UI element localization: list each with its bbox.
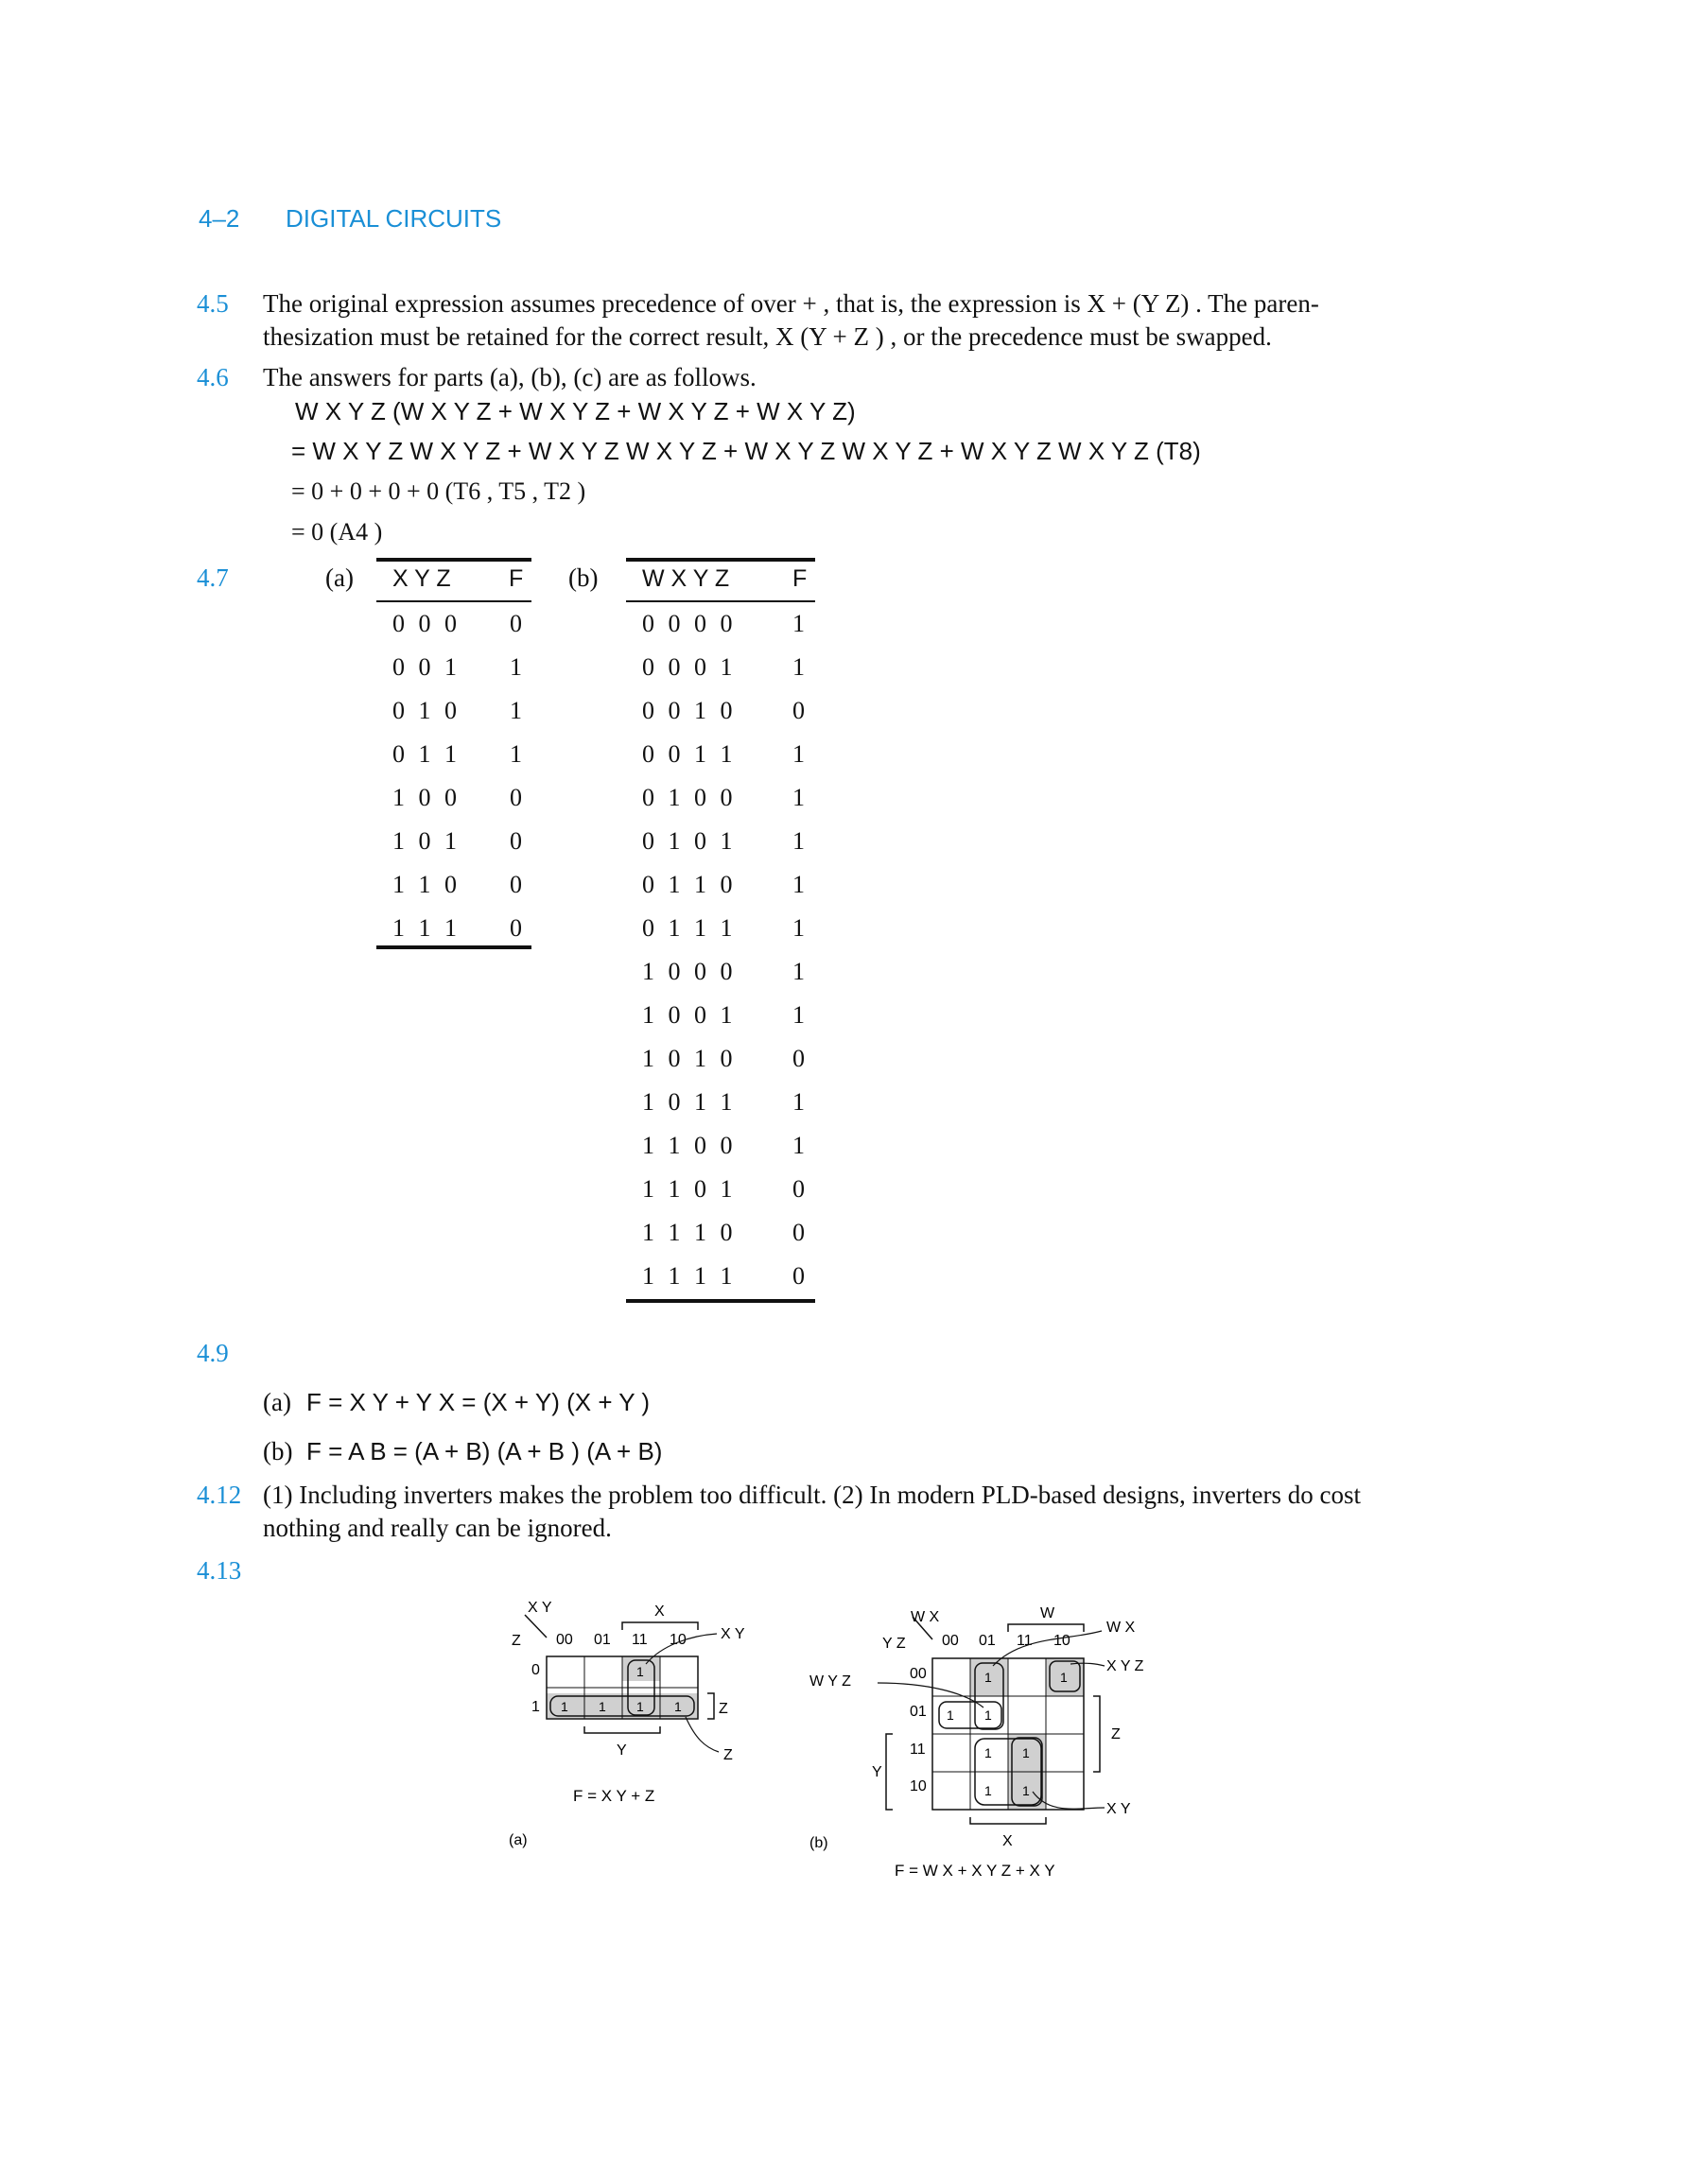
table_b-row-14-inputs: 1 1 1 0 (642, 1219, 733, 1246)
part-a-label: (a) (325, 563, 354, 592)
kmap-b-row-11: 11 (910, 1742, 926, 1758)
problem-4-9-b-expr: F = A B = (A + B) (A + B ) (A + B) (306, 1437, 663, 1465)
problem-4-6-eq1: W X Y Z (W X Y Z + W X Y Z + W X Y Z + W X Y Z) (295, 397, 856, 425)
kmap-b-bracket-x (970, 1817, 1046, 1824)
table_b-row-15-f: 0 (792, 1262, 805, 1290)
table_b-row-10-f: 0 (792, 1045, 805, 1072)
kmap-b-one-00-01: 1 (947, 1707, 954, 1723)
kmap-a-label-x: X (654, 1603, 665, 1620)
table_a-row-2-f: 1 (510, 697, 522, 724)
kmap-b-caption: (b) (809, 1835, 828, 1851)
table-b-header-f: F (792, 565, 808, 592)
kmap-b-one-11-11: 1 (1022, 1745, 1030, 1760)
kmap-a (509, 1600, 745, 1848)
table_b-row-1-f: 1 (792, 653, 805, 681)
problem-number-4-9: 4.9 (197, 1339, 229, 1367)
table_b-row-5-inputs: 0 1 0 1 (642, 827, 733, 855)
page-number: 4–2 (199, 204, 240, 233)
table_b-row-8-inputs: 1 0 0 0 (642, 958, 733, 985)
table_b-row-2-inputs: 0 0 1 0 (642, 697, 733, 724)
kmap-b-one-10-00: 1 (1060, 1670, 1068, 1685)
kmap-b-callout-line-wyz (878, 1683, 983, 1707)
table_b-row-14-f: 0 (792, 1219, 805, 1246)
table_a-row-5-inputs: 1 0 1 (392, 827, 457, 855)
table_a-row-1-f: 1 (510, 653, 522, 681)
kmap-b-label-z: Z (1111, 1726, 1121, 1742)
kmap-b-label-y: Y (872, 1764, 882, 1780)
table_a-row-0-inputs: 0 0 0 (392, 610, 457, 637)
kmap-b-callout-xyz: X Y Z (1106, 1658, 1144, 1674)
problem-4-5-line1: The original expression assumes precedence of over + , that is, the expression is X + (Y Z) . The paren- (263, 289, 1319, 318)
kmap-a-row-0: 0 (531, 1662, 540, 1678)
table_b-row-4-inputs: 0 1 0 0 (642, 784, 733, 811)
kmap-a-caption: (a) (509, 1832, 528, 1848)
kmap-b-one-11-10: 1 (1022, 1783, 1030, 1798)
problem-number-4-12: 4.12 (197, 1481, 242, 1509)
kmap-a-one-10-1: 1 (674, 1699, 682, 1714)
kmap-a-bracket-x (622, 1622, 698, 1630)
kmap-a-equation: F = X Y + Z (573, 1787, 655, 1805)
part-b-label: (b) (568, 563, 599, 592)
kmap-a-label-z: Z (719, 1701, 728, 1717)
kmap-b-equation: F = W X + X Y Z + X Y (895, 1862, 1055, 1880)
kmap-b (809, 1605, 1144, 1880)
table_b-row-0-f: 1 (792, 610, 805, 637)
table_b-row-3-inputs: 0 0 1 1 (642, 740, 733, 768)
problem-4-6-eq2: = W X Y Z W X Y Z + W X Y Z W X Y Z + W X Y Z W X Y Z + W X Y Z W X Y Z (T8) (291, 437, 1201, 465)
problem-4-6-eq3: = 0 + 0 + 0 + 0 (T6 , T5 , T2 ) (291, 477, 586, 505)
kmap-a-callout-z: Z (723, 1747, 733, 1763)
table_b-row-7-inputs: 0 1 1 1 (642, 914, 733, 942)
table_b-row-15-inputs: 1 1 1 1 (642, 1262, 733, 1290)
kmap-b-bracket-y (886, 1734, 893, 1810)
kmap-a-col-00: 00 (556, 1632, 573, 1648)
kmap-b-one-01-00: 1 (984, 1670, 992, 1685)
table_a-row-3-f: 1 (510, 740, 522, 768)
problem-4-9-b-label: (b) (263, 1437, 293, 1465)
kmap-a-callout-line-z (686, 1717, 719, 1752)
kmap-b-callout-wx: W X (1106, 1620, 1136, 1636)
problem-4-12-line2: nothing and really can be ignored. (263, 1514, 612, 1542)
kmap-b-col-var: W X (911, 1609, 940, 1625)
problem-number-4-7: 4.7 (197, 563, 229, 592)
table_b-row-13-f: 0 (792, 1175, 805, 1203)
table_a-row-6-f: 0 (510, 871, 522, 898)
kmap-b-row-10: 10 (910, 1778, 927, 1794)
kmap-a-bracket-z (707, 1693, 714, 1719)
table_b-row-6-f: 1 (792, 871, 805, 898)
problem-4-5-line2: thesization must be retained for the correct result, X (Y + Z ) , or the precedence must be swapped. (263, 322, 1272, 351)
kmap-b-callout-xy: X Y (1106, 1801, 1131, 1817)
table_b-row-6-inputs: 0 1 1 0 (642, 871, 733, 898)
kmap-b-col-01: 01 (979, 1633, 996, 1649)
problem-4-6-eq4: = 0 (A4 ) (291, 518, 383, 546)
kmap-a-corner-diagonal (525, 1615, 547, 1638)
table_a-row-7-f: 0 (510, 914, 522, 942)
kmap-a-one-00-1: 1 (561, 1699, 568, 1714)
kmap-a-bracket-y (584, 1726, 660, 1733)
kmap-a-row-var: Z (512, 1633, 521, 1649)
kmap-a-one-11-1: 1 (636, 1699, 644, 1714)
kmap-a-label-y: Y (617, 1742, 627, 1759)
table_b-row-11-inputs: 1 0 1 1 (642, 1088, 733, 1116)
kmap-a-col-var: X Y (528, 1600, 552, 1616)
kmap-a-row-1: 1 (531, 1699, 540, 1715)
kmap-b-one-01-10: 1 (984, 1783, 992, 1798)
problem-4-9-a-expr: F = X Y + Y X = (X + Y) (X + Y ) (306, 1388, 651, 1416)
kmap-a-one-11-0: 1 (636, 1664, 644, 1679)
kmap-b-bracket-z (1093, 1696, 1100, 1772)
kmap-b-one-01-11: 1 (984, 1745, 992, 1760)
table_a-row-5-f: 0 (510, 827, 522, 855)
table_b-row-1-inputs: 0 0 0 1 (642, 653, 733, 681)
table_a-row-4-inputs: 1 0 0 (392, 784, 457, 811)
table_a-row-4-f: 0 (510, 784, 522, 811)
table_a-row-2-inputs: 0 1 0 (392, 697, 457, 724)
problem-number-4-6: 4.6 (197, 363, 229, 391)
kmap-b-row-00: 00 (910, 1666, 927, 1682)
kmap-b-label-x: X (1002, 1833, 1013, 1849)
table-a-header-f: F (509, 565, 524, 592)
kmap-b-callout-wyz: W Y Z (809, 1673, 851, 1690)
kmap-b-col-00: 00 (942, 1633, 959, 1649)
table_b-row-2-f: 0 (792, 697, 805, 724)
kmap-b-bracket-w (1008, 1624, 1084, 1632)
table_b-row-4-f: 1 (792, 784, 805, 811)
problem-number-4-5: 4.5 (197, 289, 229, 318)
table_a-row-6-inputs: 1 1 0 (392, 871, 457, 898)
table_a-row-0-f: 0 (510, 610, 522, 637)
kmap-b-row-var: Y Z (882, 1636, 906, 1652)
chapter-title: DIGITAL CIRCUITS (286, 204, 502, 233)
kmap-a-col-01: 01 (594, 1632, 611, 1648)
problem-4-12-line1: (1) Including inverters makes the problem too difficult. (2) In modern PLD-based designs, inverters do cost (263, 1481, 1361, 1509)
table_b-row-7-f: 1 (792, 914, 805, 942)
kmap-b-col-10: 10 (1053, 1633, 1070, 1649)
table_a-row-1-inputs: 0 0 1 (392, 653, 457, 681)
kmap-b-label-w: W (1040, 1605, 1055, 1621)
table_b-row-0-inputs: 0 0 0 0 (642, 610, 733, 637)
table_b-row-9-f: 1 (792, 1001, 805, 1029)
kmap-a-col-10: 10 (670, 1632, 687, 1648)
kmap-b-row-01: 01 (910, 1704, 927, 1720)
table_a-row-3-inputs: 0 1 1 (392, 740, 457, 768)
table-a-header-xyz: X Y Z (392, 565, 451, 592)
table_b-row-5-f: 1 (792, 827, 805, 855)
table_b-row-9-inputs: 1 0 0 1 (642, 1001, 733, 1029)
kmap-a-col-11: 11 (632, 1632, 648, 1648)
table_a-row-7-inputs: 1 1 1 (392, 914, 457, 942)
table_b-row-3-f: 1 (792, 740, 805, 768)
problem-number-4-13: 4.13 (197, 1556, 242, 1585)
kmap-b-col-11: 11 (1017, 1633, 1033, 1649)
table-b-header-wxyz: W X Y Z (642, 565, 730, 592)
kmap-b-one-01-01: 1 (984, 1707, 992, 1723)
table_b-row-13-inputs: 1 1 0 1 (642, 1175, 733, 1203)
kmap-a-one-01-1: 1 (599, 1699, 606, 1714)
table_b-row-8-f: 1 (792, 958, 805, 985)
kmap-a-callout-xy: X Y (721, 1626, 745, 1642)
table_b-row-12-f: 1 (792, 1132, 805, 1159)
problem-4-6-intro: The answers for parts (a), (b), (c) are as follows. (263, 363, 757, 391)
table_b-row-11-f: 1 (792, 1088, 805, 1116)
table_b-row-12-inputs: 1 1 0 0 (642, 1132, 733, 1159)
table_b-row-10-inputs: 1 0 1 0 (642, 1045, 733, 1072)
problem-4-9-a-label: (a) (263, 1388, 291, 1416)
